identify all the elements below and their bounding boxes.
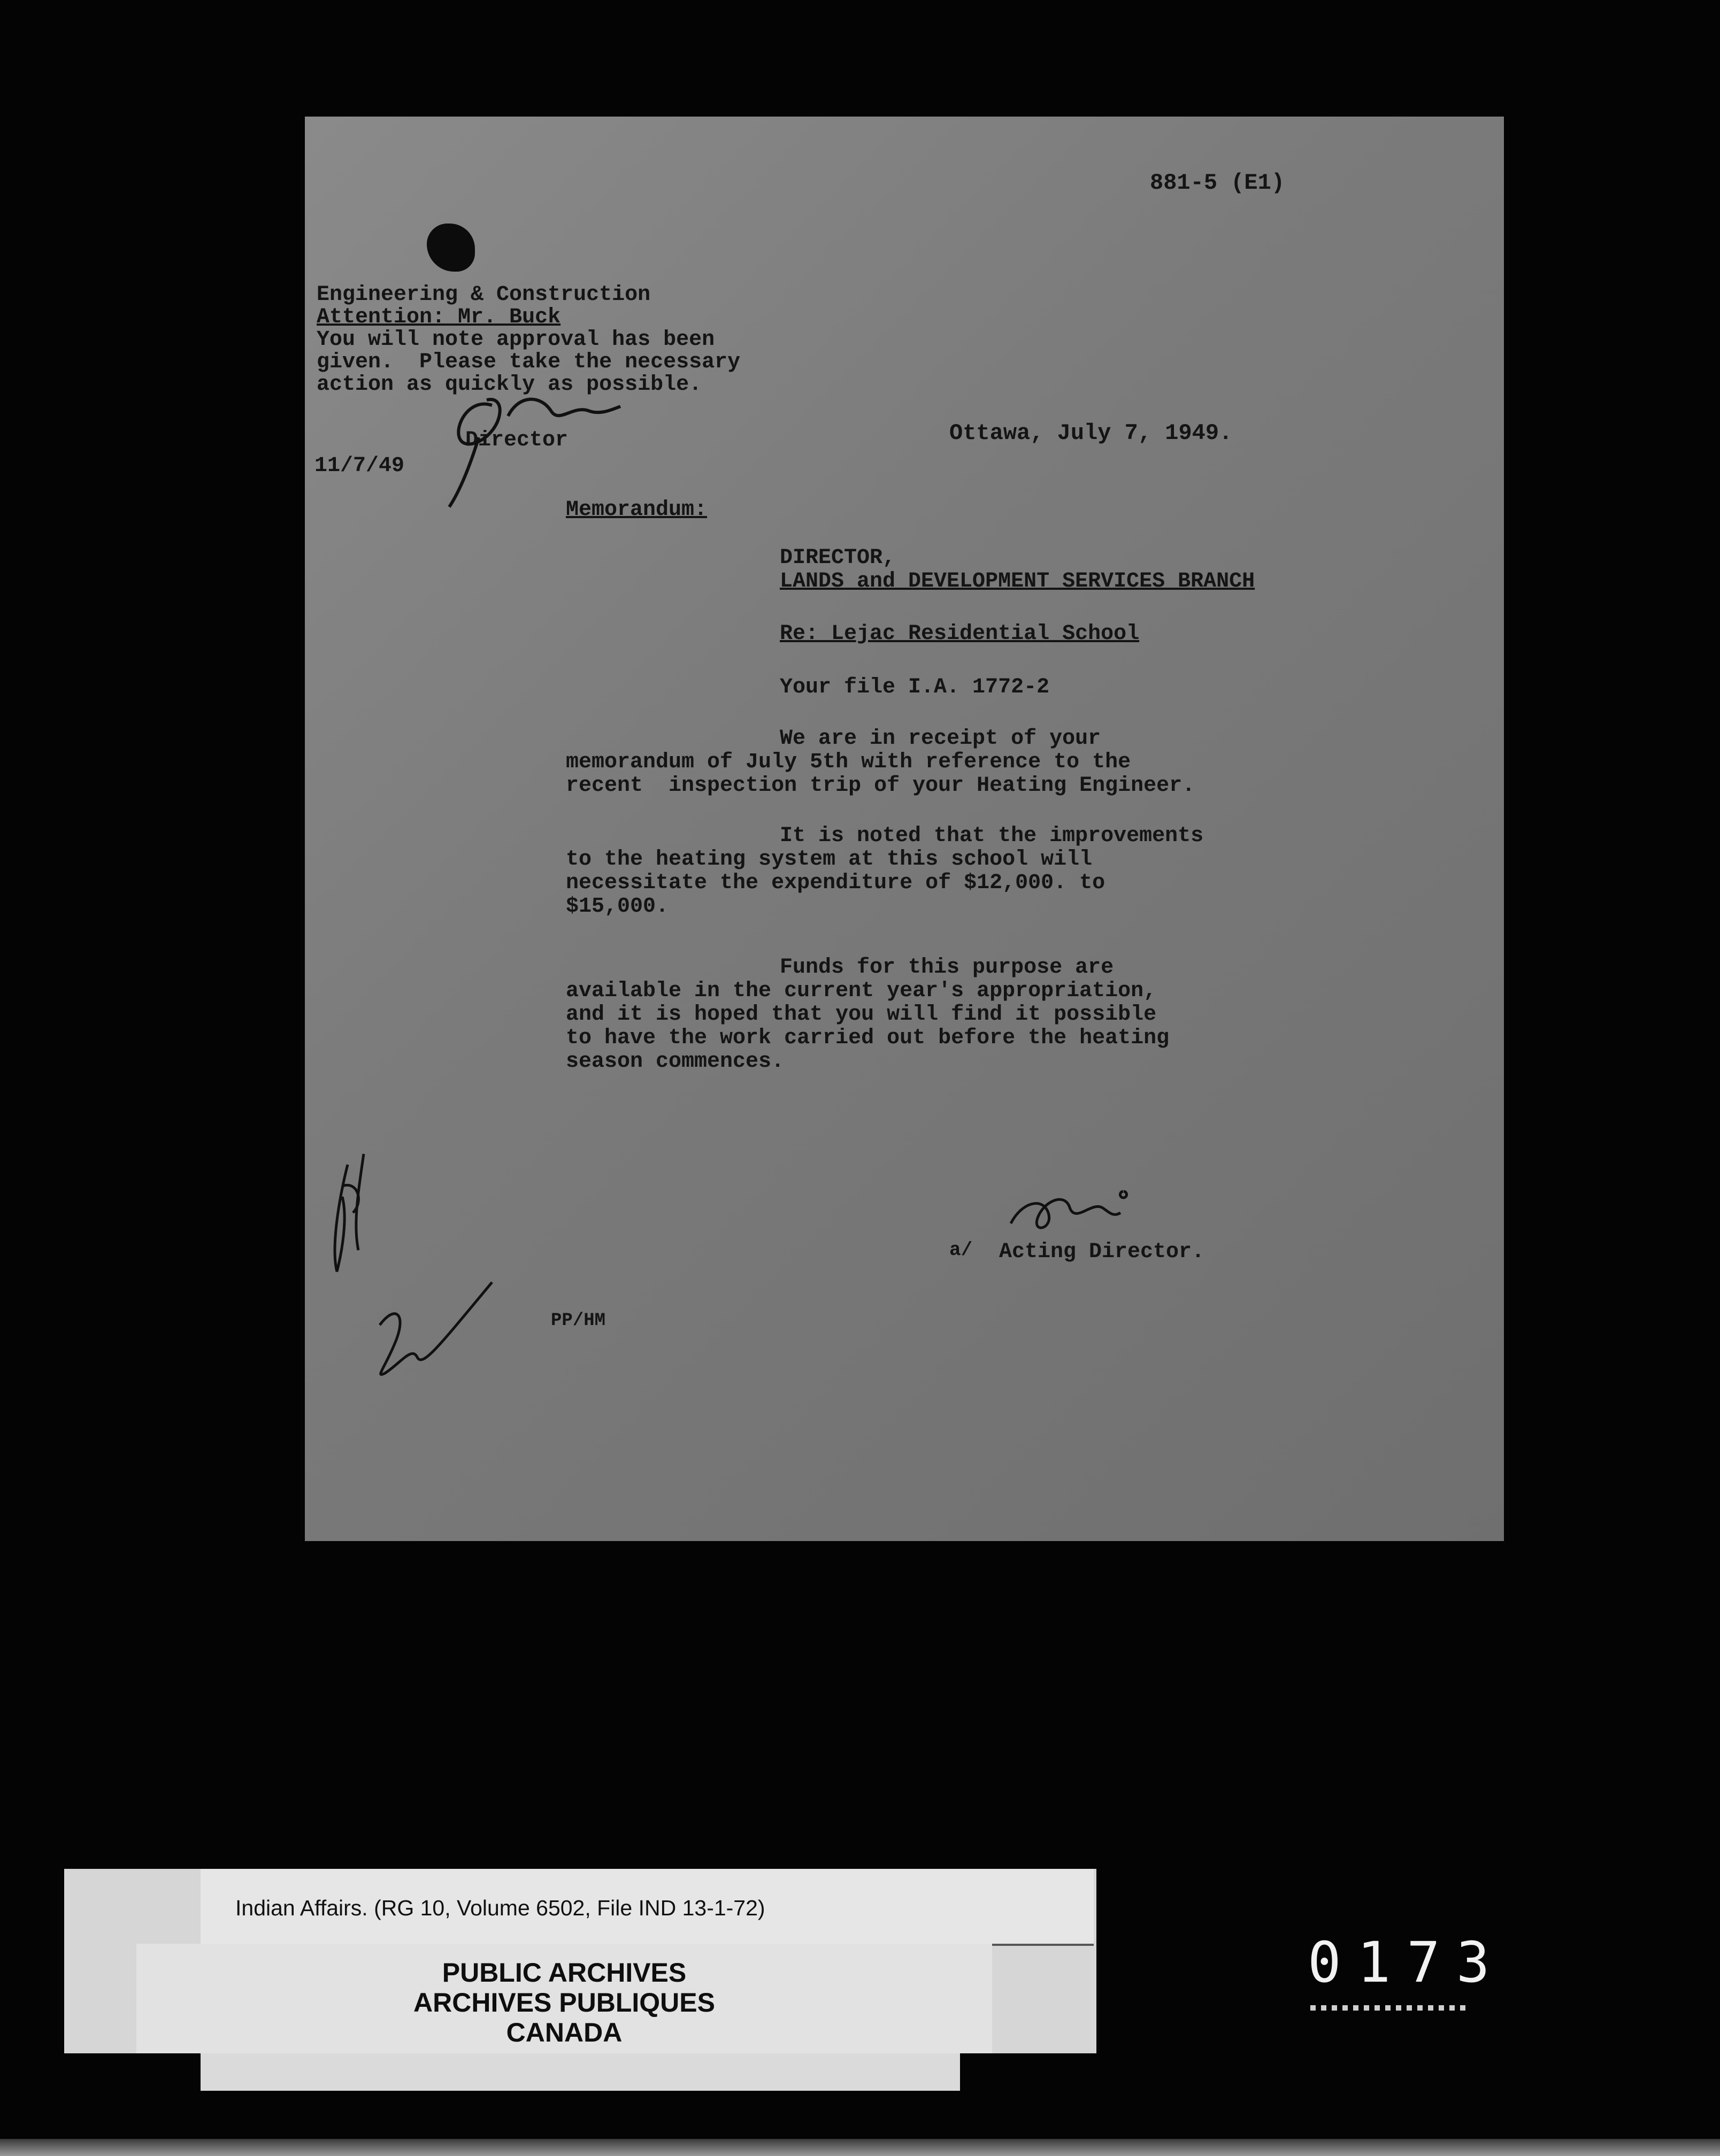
frame-dots	[1310, 2005, 1471, 2011]
marginal-initials	[316, 1143, 497, 1411]
para3-line-1: Funds for this purpose are	[780, 956, 1114, 980]
para1-line-3: recent inspection trip of your Heating Engineer.	[566, 774, 1195, 798]
recipient-line-2: LANDS and DEVELOPMENT SERVICES BRANCH	[780, 569, 1255, 594]
para2-line-4: $15,000.	[566, 895, 669, 919]
para3-line-3: and it is hoped that you will find it possible	[566, 1003, 1157, 1027]
subject-line: Re: Lejac Residential School	[780, 622, 1140, 646]
routing-line-5: action as quickly as possible.	[317, 373, 702, 397]
frame-number: 0173	[1308, 1930, 1506, 1995]
archive-reference: Indian Affairs. (RG 10, Volume 6502, File IND 13-1-72)	[235, 1896, 765, 1920]
typist-initials: PP/HM	[551, 1311, 606, 1331]
signoff-prefix: a/	[949, 1239, 973, 1261]
para2-line-2: to the heating system at this school will	[566, 848, 1093, 872]
archive-label-tab	[201, 2053, 960, 2091]
punch-hole	[427, 224, 475, 272]
signoff-title: Acting Director.	[999, 1240, 1205, 1264]
recipient-line-1: DIRECTOR,	[780, 546, 896, 570]
routing-date: 11/7/49	[314, 454, 405, 478]
archive-name-en: PUBLIC ARCHIVES	[442, 1958, 687, 1988]
memo-heading: Memorandum:	[566, 498, 708, 522]
file-number: 881-5 (E1)	[1150, 170, 1285, 196]
archive-country: CANADA	[506, 2018, 623, 2047]
your-file: Your file I.A. 1772-2	[780, 675, 1050, 699]
film-edge	[0, 2139, 1720, 2156]
archive-name-fr: ARCHIVES PUBLIQUES	[413, 1988, 715, 2018]
para1-line-1: We are in receipt of your	[780, 727, 1101, 751]
acting-director-signature	[1000, 1170, 1139, 1245]
para3-line-4: to have the work carried out before the heating	[566, 1026, 1170, 1050]
para2-line-3: necessitate the expenditure of $12,000. to	[566, 871, 1105, 895]
routing-signer: Director	[465, 428, 569, 452]
routing-line-3: You will note approval has been	[317, 328, 715, 352]
para1-line-2: memorandum of July 5th with reference to the	[566, 750, 1131, 774]
routing-line-4: given. Please take the necessary	[317, 350, 741, 374]
place-date: Ottawa, July 7, 1949.	[949, 420, 1233, 446]
para2-line-1: It is noted that the improvements	[780, 824, 1204, 848]
routing-line-1: Engineering & Construction	[317, 283, 651, 307]
routing-line-2: Attention: Mr. Buck	[317, 305, 561, 329]
para3-line-5: season commences.	[566, 1050, 785, 1074]
para3-line-2: available in the current year's appropriation,	[566, 979, 1157, 1003]
memo-page	[305, 117, 1504, 1541]
director-signature	[428, 373, 652, 512]
